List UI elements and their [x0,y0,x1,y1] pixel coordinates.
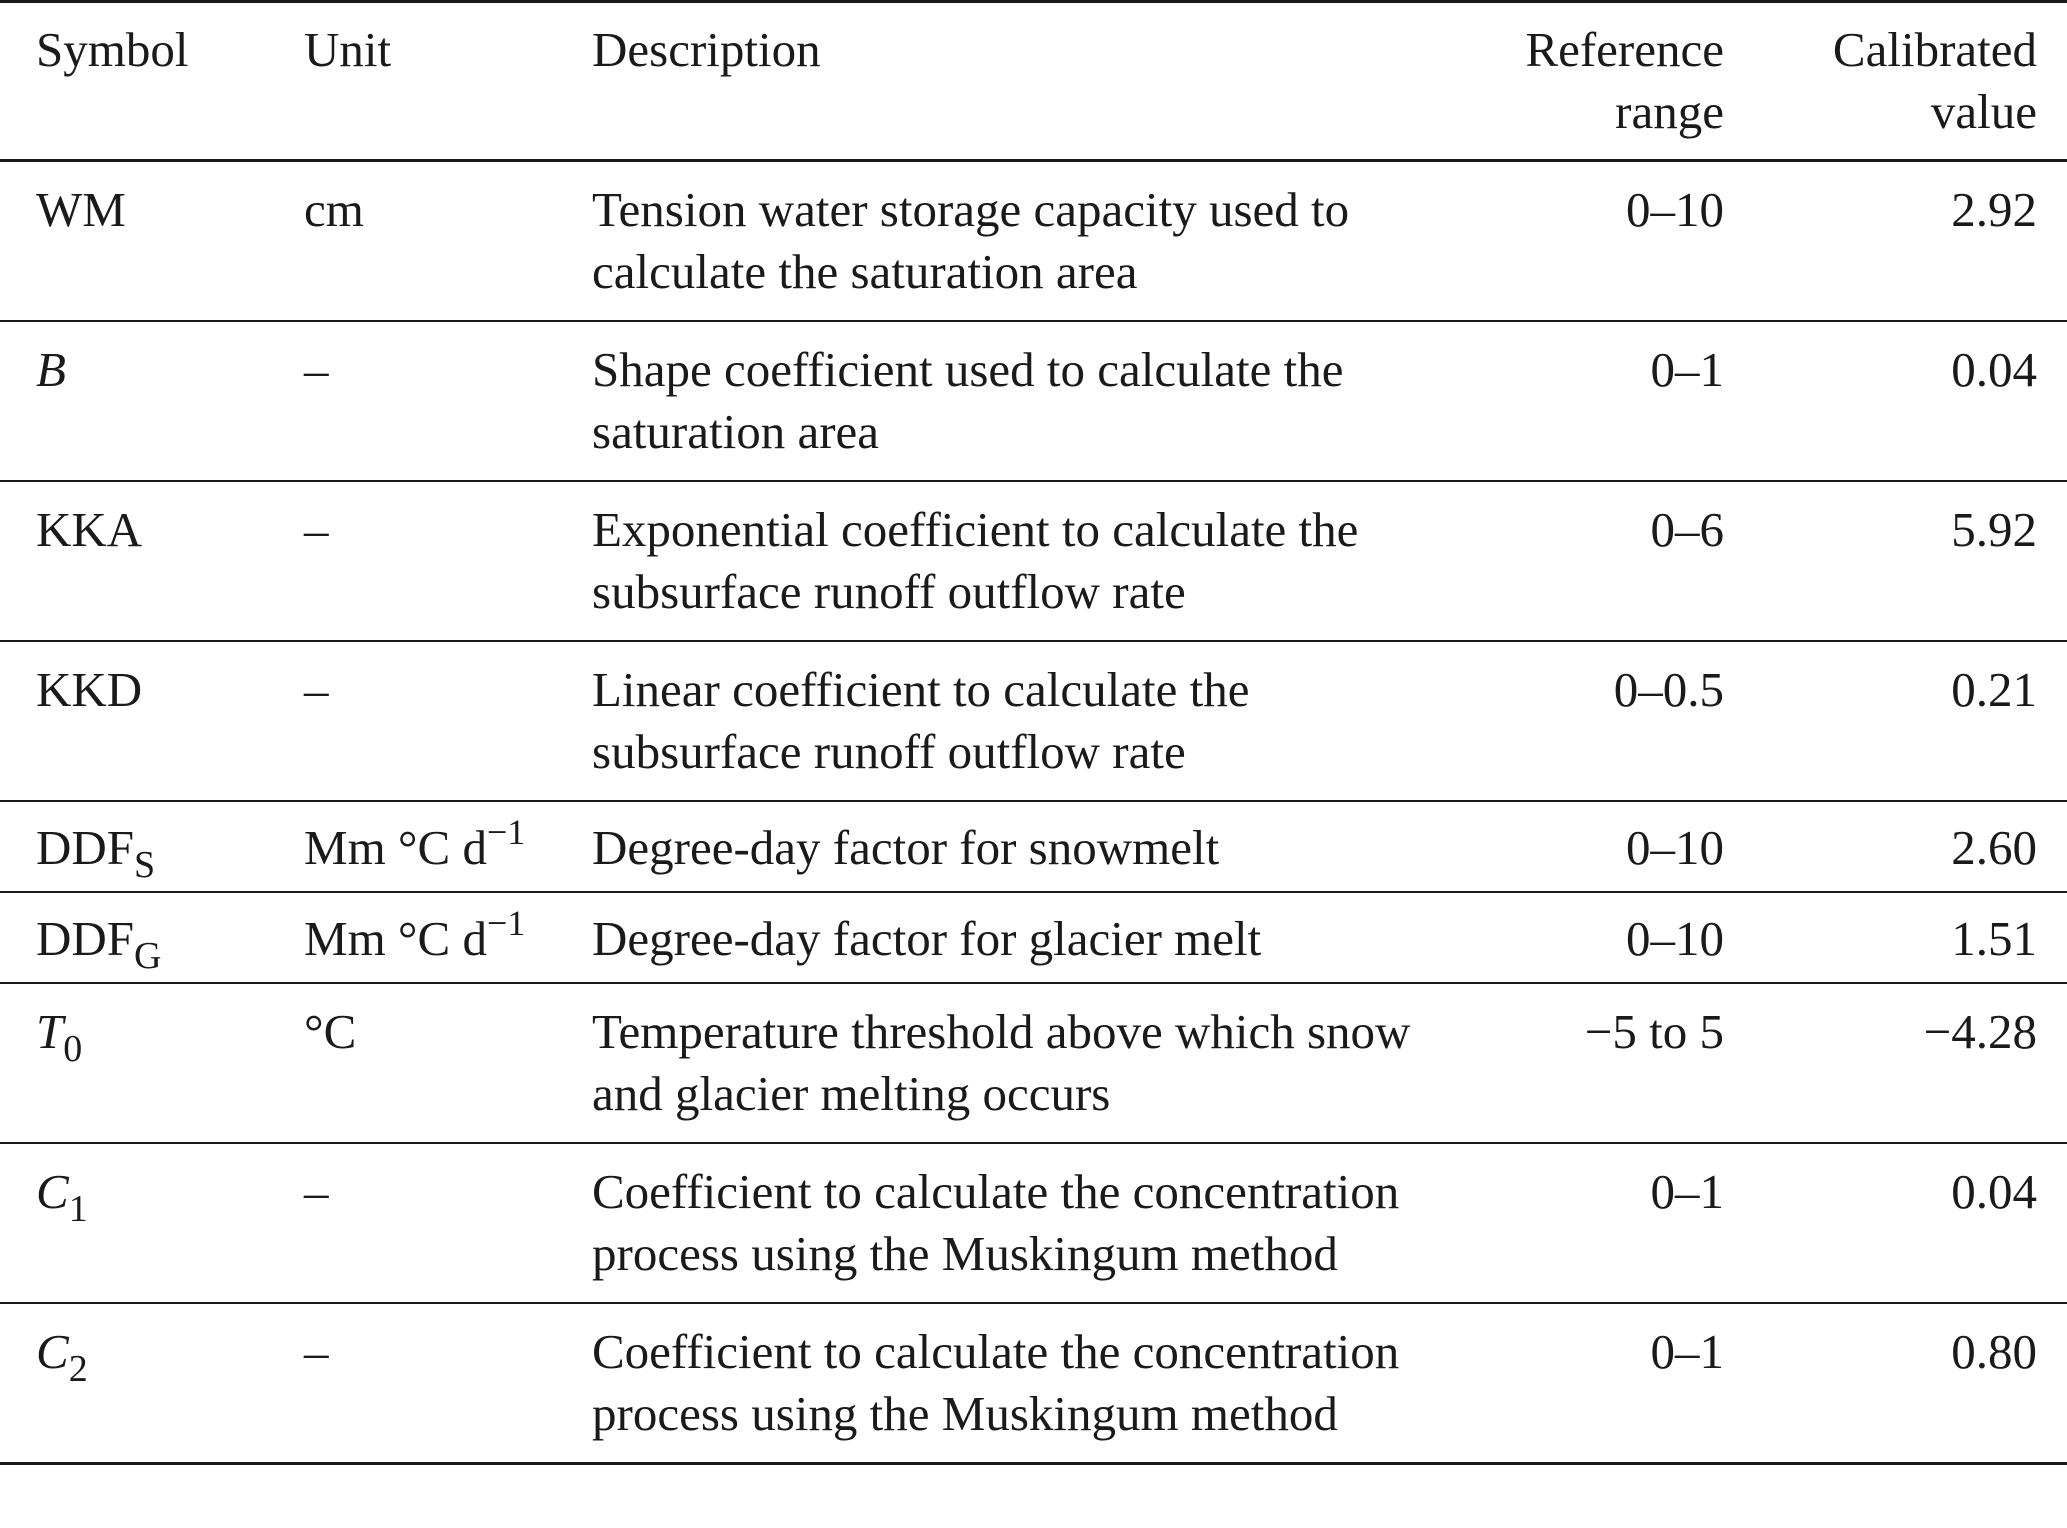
cell-symbol [0,321,270,481]
symbol-text: C [36,1164,69,1219]
symbol-subscript: 1 [68,1188,88,1230]
symbol-subscript: S [134,844,156,886]
cell-range: 0–0.5 [1613,662,1724,717]
cell-description: Exponential coefficient to calculate the subsurface runoff outflow rate [592,502,1359,619]
cell-description: Tension water storage capacity used to calculate the saturation area [592,182,1350,299]
symbol-text: C [36,1324,69,1379]
cell-value: 1.51 [1951,911,2037,966]
cell-unit [270,892,592,983]
cell-value: 2.60 [1951,820,2037,875]
header-calibrated-line2: value [1930,84,2037,139]
symbol-text: KKA [36,502,143,557]
cell-value: 0.04 [1951,1164,2037,1219]
cell-description: Coefficient to calculate the concentration process using the Muskingum method [592,1164,1400,1281]
unit-text: °C [304,1004,357,1059]
table-row [0,161,2067,322]
table-row [0,801,2067,892]
cell-symbol [0,801,270,892]
cell-unit [270,161,592,322]
unit-text: – [304,662,329,717]
cell-range: 0–1 [1650,1164,1724,1219]
cell-unit [270,1143,592,1303]
header-calibrated-line1: Calibrated [1832,22,2037,77]
cell-range: 0–10 [1626,820,1724,875]
unit-text: – [304,1324,329,1379]
symbol-text: WM [36,182,126,237]
table-row [0,641,2067,801]
symbol-text: DDF [36,911,135,966]
header-symbol: Symbol [36,22,189,77]
symbol-text: KKD [36,662,143,717]
cell-range: −5 to 5 [1584,1004,1724,1059]
unit-superscript: −1 [486,903,526,943]
cell-unit [270,983,592,1143]
cell-description: Linear coefficient to calculate the subsurface runoff outflow rate [592,662,1250,779]
cell-value: 0.80 [1951,1324,2037,1379]
cell-range: 0–6 [1650,502,1724,557]
cell-symbol [0,161,270,322]
cell-description: Temperature threshold above which snow and glacier melting occurs [592,1004,1411,1121]
header-reference-line1: Reference [1525,22,1724,77]
header-reference-range [1462,2,1752,161]
cell-unit [270,801,592,892]
table-row [0,983,2067,1143]
cell-value: 5.92 [1951,502,2037,557]
table-row [0,481,2067,641]
unit-text: cm [304,182,364,237]
cell-symbol [0,983,270,1143]
cell-unit [270,321,592,481]
unit-text: Mm °C d [304,911,487,966]
cell-description: Degree-day factor for snowmelt [592,820,1220,875]
unit-superscript: −1 [486,812,526,852]
cell-unit [270,1303,592,1464]
unit-text: Mm °C d [304,820,487,875]
table-row [0,321,2067,481]
cell-value: 0.21 [1951,662,2037,717]
table-header [0,2,2067,161]
symbol-text: B [36,342,66,397]
table-row [0,1143,2067,1303]
cell-symbol [0,1143,270,1303]
unit-text: – [304,502,329,557]
cell-value: 2.92 [1951,182,2037,237]
unit-text: – [304,1164,329,1219]
symbol-text: DDF [36,820,135,875]
header-calibrated-value [1752,2,2067,161]
cell-range: 0–10 [1626,182,1724,237]
table-row [0,892,2067,983]
symbol-subscript: 0 [63,1028,83,1070]
unit-text: – [304,342,329,397]
header-description: Description [592,22,821,77]
cell-unit [270,481,592,641]
cell-value: −4.28 [1923,1004,2037,1059]
header-unit: Unit [304,22,392,77]
cell-symbol [0,481,270,641]
cell-range: 0–1 [1650,1324,1724,1379]
cell-description: Shape coefficient used to calculate the saturation area [592,342,1344,459]
cell-value: 0.04 [1951,342,2037,397]
symbol-text: T [36,1004,64,1059]
cell-symbol [0,641,270,801]
cell-symbol [0,892,270,983]
symbol-subscript: G [134,935,162,977]
cell-range: 0–10 [1626,911,1724,966]
symbol-subscript: 2 [68,1348,88,1390]
table-body [0,161,2067,1464]
cell-range: 0–1 [1650,342,1724,397]
cell-unit [270,641,592,801]
cell-symbol [0,1303,270,1464]
table-row [0,1303,2067,1464]
cell-description: Coefficient to calculate the concentration process using the Muskingum method [592,1324,1400,1441]
header-row [0,2,2067,161]
cell-description: Degree-day factor for glacier melt [592,911,1262,966]
header-reference-line2: range [1615,84,1724,139]
